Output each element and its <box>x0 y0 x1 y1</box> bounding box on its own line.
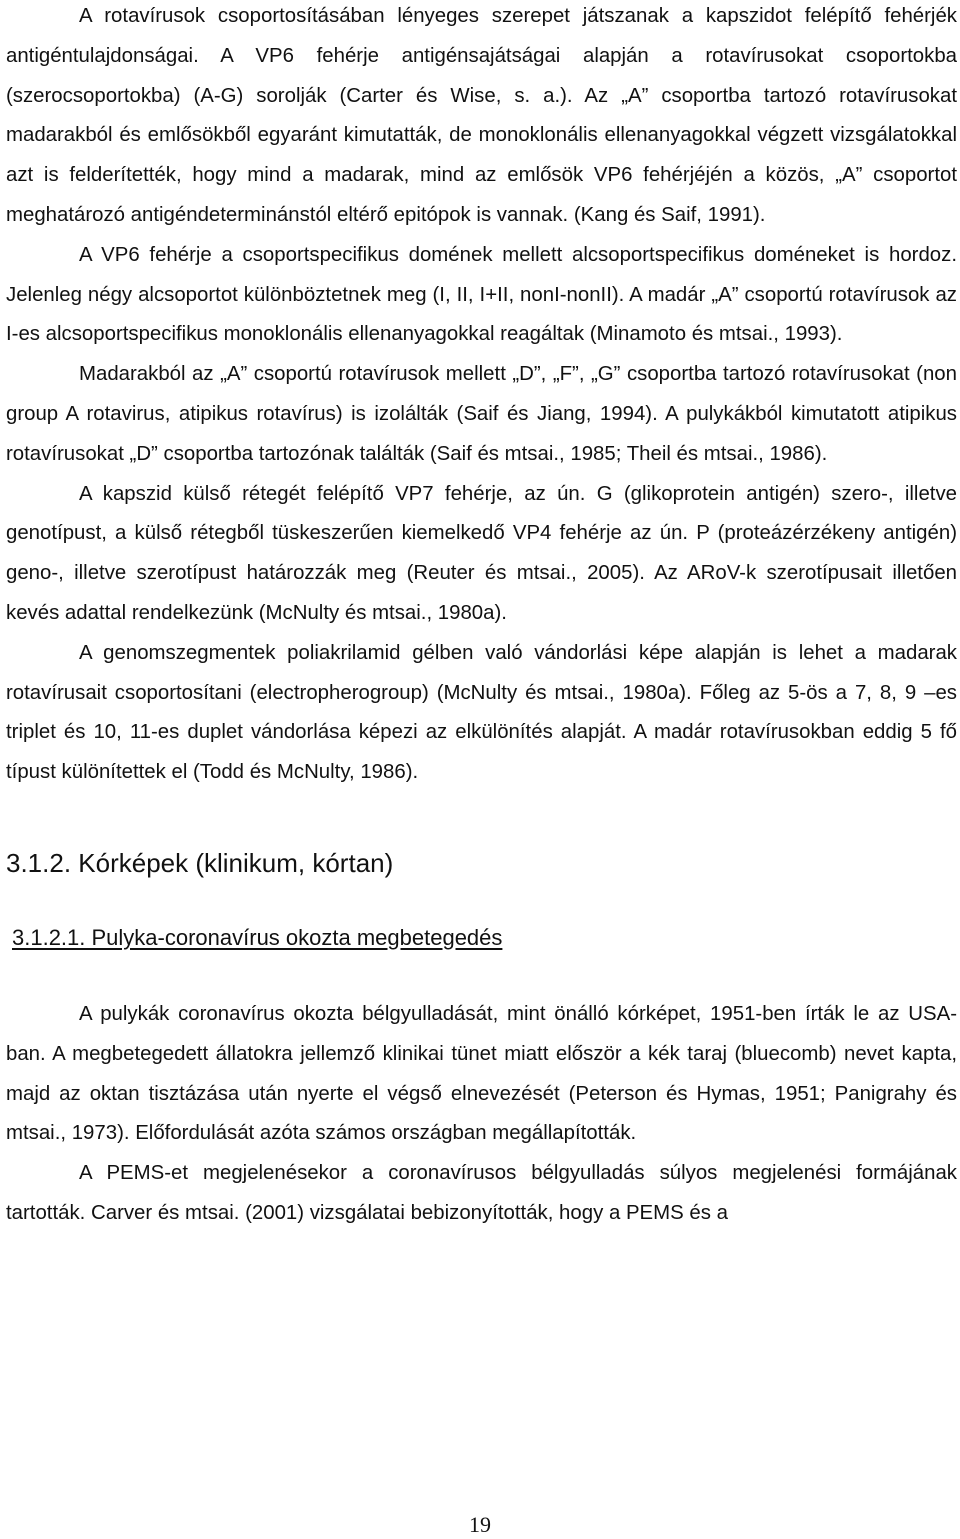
body-paragraph: A rotavírusok csoportosításában lényeges szerepet játszanak a kapszidot felépítő fehérjék antigéntulajdonságai. A VP6 fehérje antigénsajátságai alapján a rotavírusokat csoportokba (szerocsoportokba) (A-G) sorolják (Carter és Wise, s. a.). Az „A” csoportba tartozó rotavírusokat madarakból és emlősökből egyaránt kimutatták, de monoklonális ellenanyagokkal végzett vizsgálatokkal azt is felderítették, hogy mind a madarak, mind az emlősök VP6 fehérjéjén a közös, „A” csoportot meghatározó antigéndeterminánstól eltérő epitópok is vannak. (Kang és Saif, 1991). <box>6 5 957 226</box>
page-number: 19 <box>469 1512 491 1537</box>
subsection-heading: 3.1.2.1. Pulyka-coronavírus okozta megbetegedés <box>12 924 503 950</box>
section-heading: 3.1.2. Kórképek (klinikum, kórtan) <box>6 847 394 878</box>
body-paragraph: A kapszid külső rétegét felépítő VP7 fehérje, az ún. G (glikoprotein antigén) szero-, illetve genotípust, a külső rétegből tüskeszerűen kiemelkedő VP4 fehérje az ún. P (proteázérzékeny antigén) geno-, illetve szerotípust határozzák meg (Reuter és mtsai., 2005). Az ARoV-k szerotípusait illetően kevés adattal rendelkezünk (McNulty és mtsai., 1980a). <box>6 482 957 624</box>
document-page <box>6 0 957 1234</box>
spacer <box>6 953 957 995</box>
body-paragraph: A PEMS-et megjelenésekor a coronavírusos bélgyulladás súlyos megjelenési formájának tartották. Carver és mtsai. (2001) vizsgálatai bebizonyították, hogy a PEMS és a <box>6 1162 957 1224</box>
body-paragraph: A genomszegmentek poliakrilamid gélben való vándorlási képe alapján is lehet a madarak rotavírusait csoportosítani (electropherogroup) (McNulty és mtsai., 1980a). Főleg az 5-ös a 7, 8, 9 –es triplet és 10, 11-es duplet vándorlása képezi az elkülönítés alapját. A madár rotavírusokban eddig 5 fő típust különítettek el (Todd és McNulty, 1986). <box>6 641 957 784</box>
body-paragraph: A pulykák coronavírus okozta bélgyulladását, mint önálló kórképet, 1951-ben írták le az USA-ban. A megbetegedett állatokra jellemző klinikai tünet miatt először a kék taraj (bluecomb) nevet kapta, majd az oktan tisztázása után nyerte el végső elnevezését (Peterson és Hymas, 1951; Panigrahy és mtsai., 1973). Előfordulását azóta számos országban megállapították. <box>6 1002 957 1145</box>
body-paragraph: Madarakból az „A” csoportú rotavírusok mellett „D”, „F”, „G” csoportba tartozó rotavírusokat (non group A rotavirus, atipikus rotavírus) is izolálták (Saif és Jiang, 1994). A pulykákból kimutatott atipikus rotavírusokat „D” csoportba tartozónak találták (Saif és mtsai., 1985; Theil és mtsai., 1986). <box>6 363 957 465</box>
body-paragraph: A VP6 fehérje a csoportspecifikus domének mellett alcsoportspecifikus doméneket is hordoz. Jelenleg négy alcsoportot különböztetnek meg (I, II, I+II, nonI-nonII). A madár „A” csoportú rotavírusok az I-es alcsoportspecifikus monoklonális ellenanyagokkal reagáltak (Minamoto és mtsai., 1993). <box>6 243 957 346</box>
